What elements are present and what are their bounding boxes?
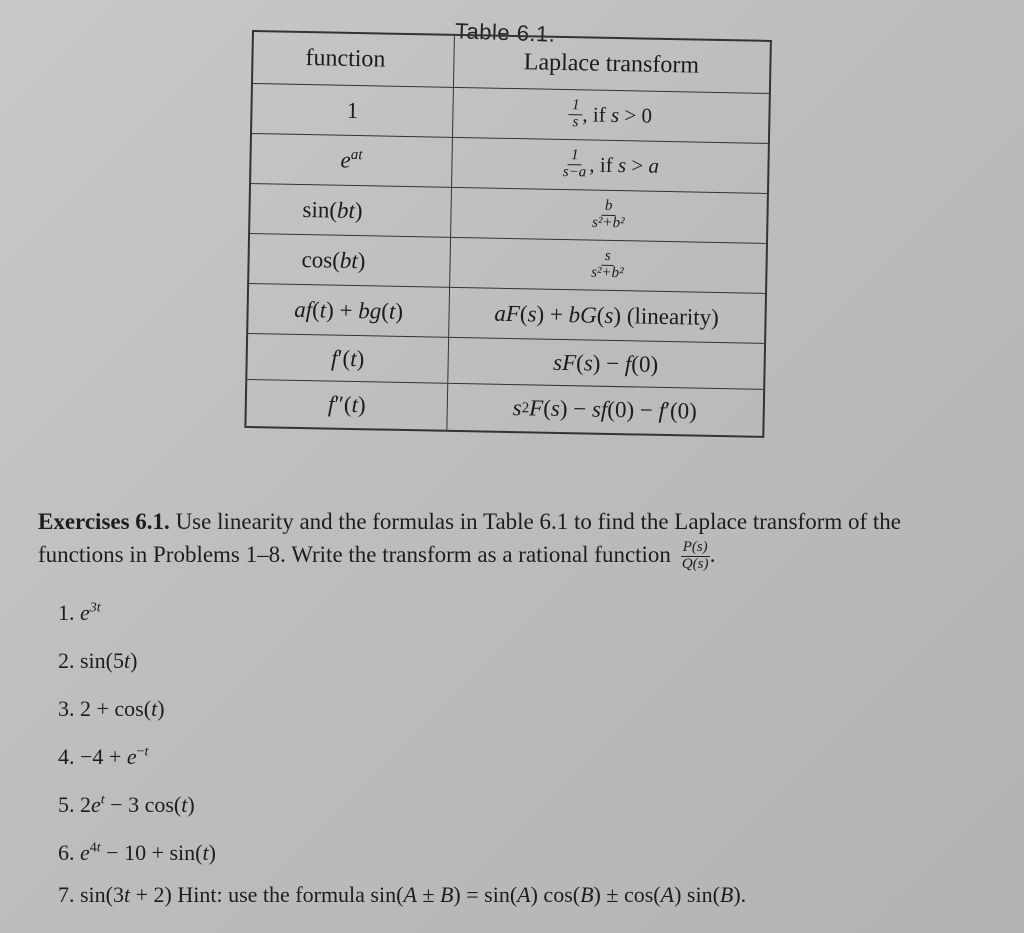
function-cell: $e^{at}$ [340, 147, 363, 173]
exercises-text: Use linearity and the formulas in Table 6.1 to find the Laplace transform of the functions in Problems 1–8. Write the transform as a rational function [38, 509, 901, 567]
transform-fraction: $\frac{1}{s}$ [569, 98, 583, 131]
problem-item: 5. $2e^t - 3$ cos(t) [58, 792, 195, 817]
transform-cell: s 2 F ( s ) − sf (0) − f ′(0) [512, 395, 698, 424]
table-row [246, 380, 763, 436]
function-cell: f ′( t ) [330, 345, 365, 371]
header-laplace: Laplace transform [523, 49, 700, 79]
problem-item: 1. $e^{3t}$ [58, 600, 101, 625]
function-cell: sin( bt ) [302, 196, 363, 223]
laplace-table [244, 30, 772, 438]
transform-fraction: $\frac{s}{\text{s²+b²}}$ [591, 248, 624, 282]
problem-item: 4. $-4 + e^{-t}$ [58, 744, 149, 769]
function-cell: 1 [346, 97, 359, 123]
rational-function-fraction: $\frac{P(s)}{Q(s)}$ [681, 539, 709, 572]
function-cell: f ″( t ) [327, 391, 366, 418]
exercises-label: Exercises 6.1. [38, 509, 170, 534]
transform-cell: sF ( s ) − f (0) [552, 349, 659, 377]
transform-cell: $\frac{1}{s}$ , if s > 0 [452, 88, 769, 143]
transform-cell [450, 188, 767, 243]
header-function: function [305, 45, 386, 73]
table-title: Table 6.1. [454, 18, 556, 47]
problem-item: 7. sin(3t + 2) Hint: use the formula sin(A ± B) = sin(A) cos(B) ± cos(A) sin(B). [58, 882, 747, 907]
problem-item: 6. $e^{4t} - 10 + \sin(t)$ [58, 840, 216, 865]
transform-fraction: $\frac{b}{\text{s²+b²}}$ [591, 198, 625, 232]
transform-cell: aF ( s ) + bG ( s ) (linearity) [494, 300, 720, 330]
problem-item: 3. 2 + cos(t) [58, 696, 165, 721]
transform-cell [449, 238, 766, 293]
problem-item: 2. sin(5t) [58, 648, 138, 673]
function-cell: af ( t ) + bg ( t ) [293, 296, 404, 324]
transform-fraction: $\frac{1}{s-a}$ [562, 147, 587, 181]
exercises-intro: Exercises 6.1. Use linearity and the formulas in Table 6.1 to find the Laplace transform of the functions in Problems 1–8. Write the transform as a rational function $\frac{P(s)}{Q(s)}$ . [38, 509, 901, 572]
function-cell: cos( bt ) [301, 246, 366, 273]
transform-cell: $\frac{1}{s-a}$ , if s > a [451, 138, 768, 193]
show-through-text [520, 470, 526, 496]
